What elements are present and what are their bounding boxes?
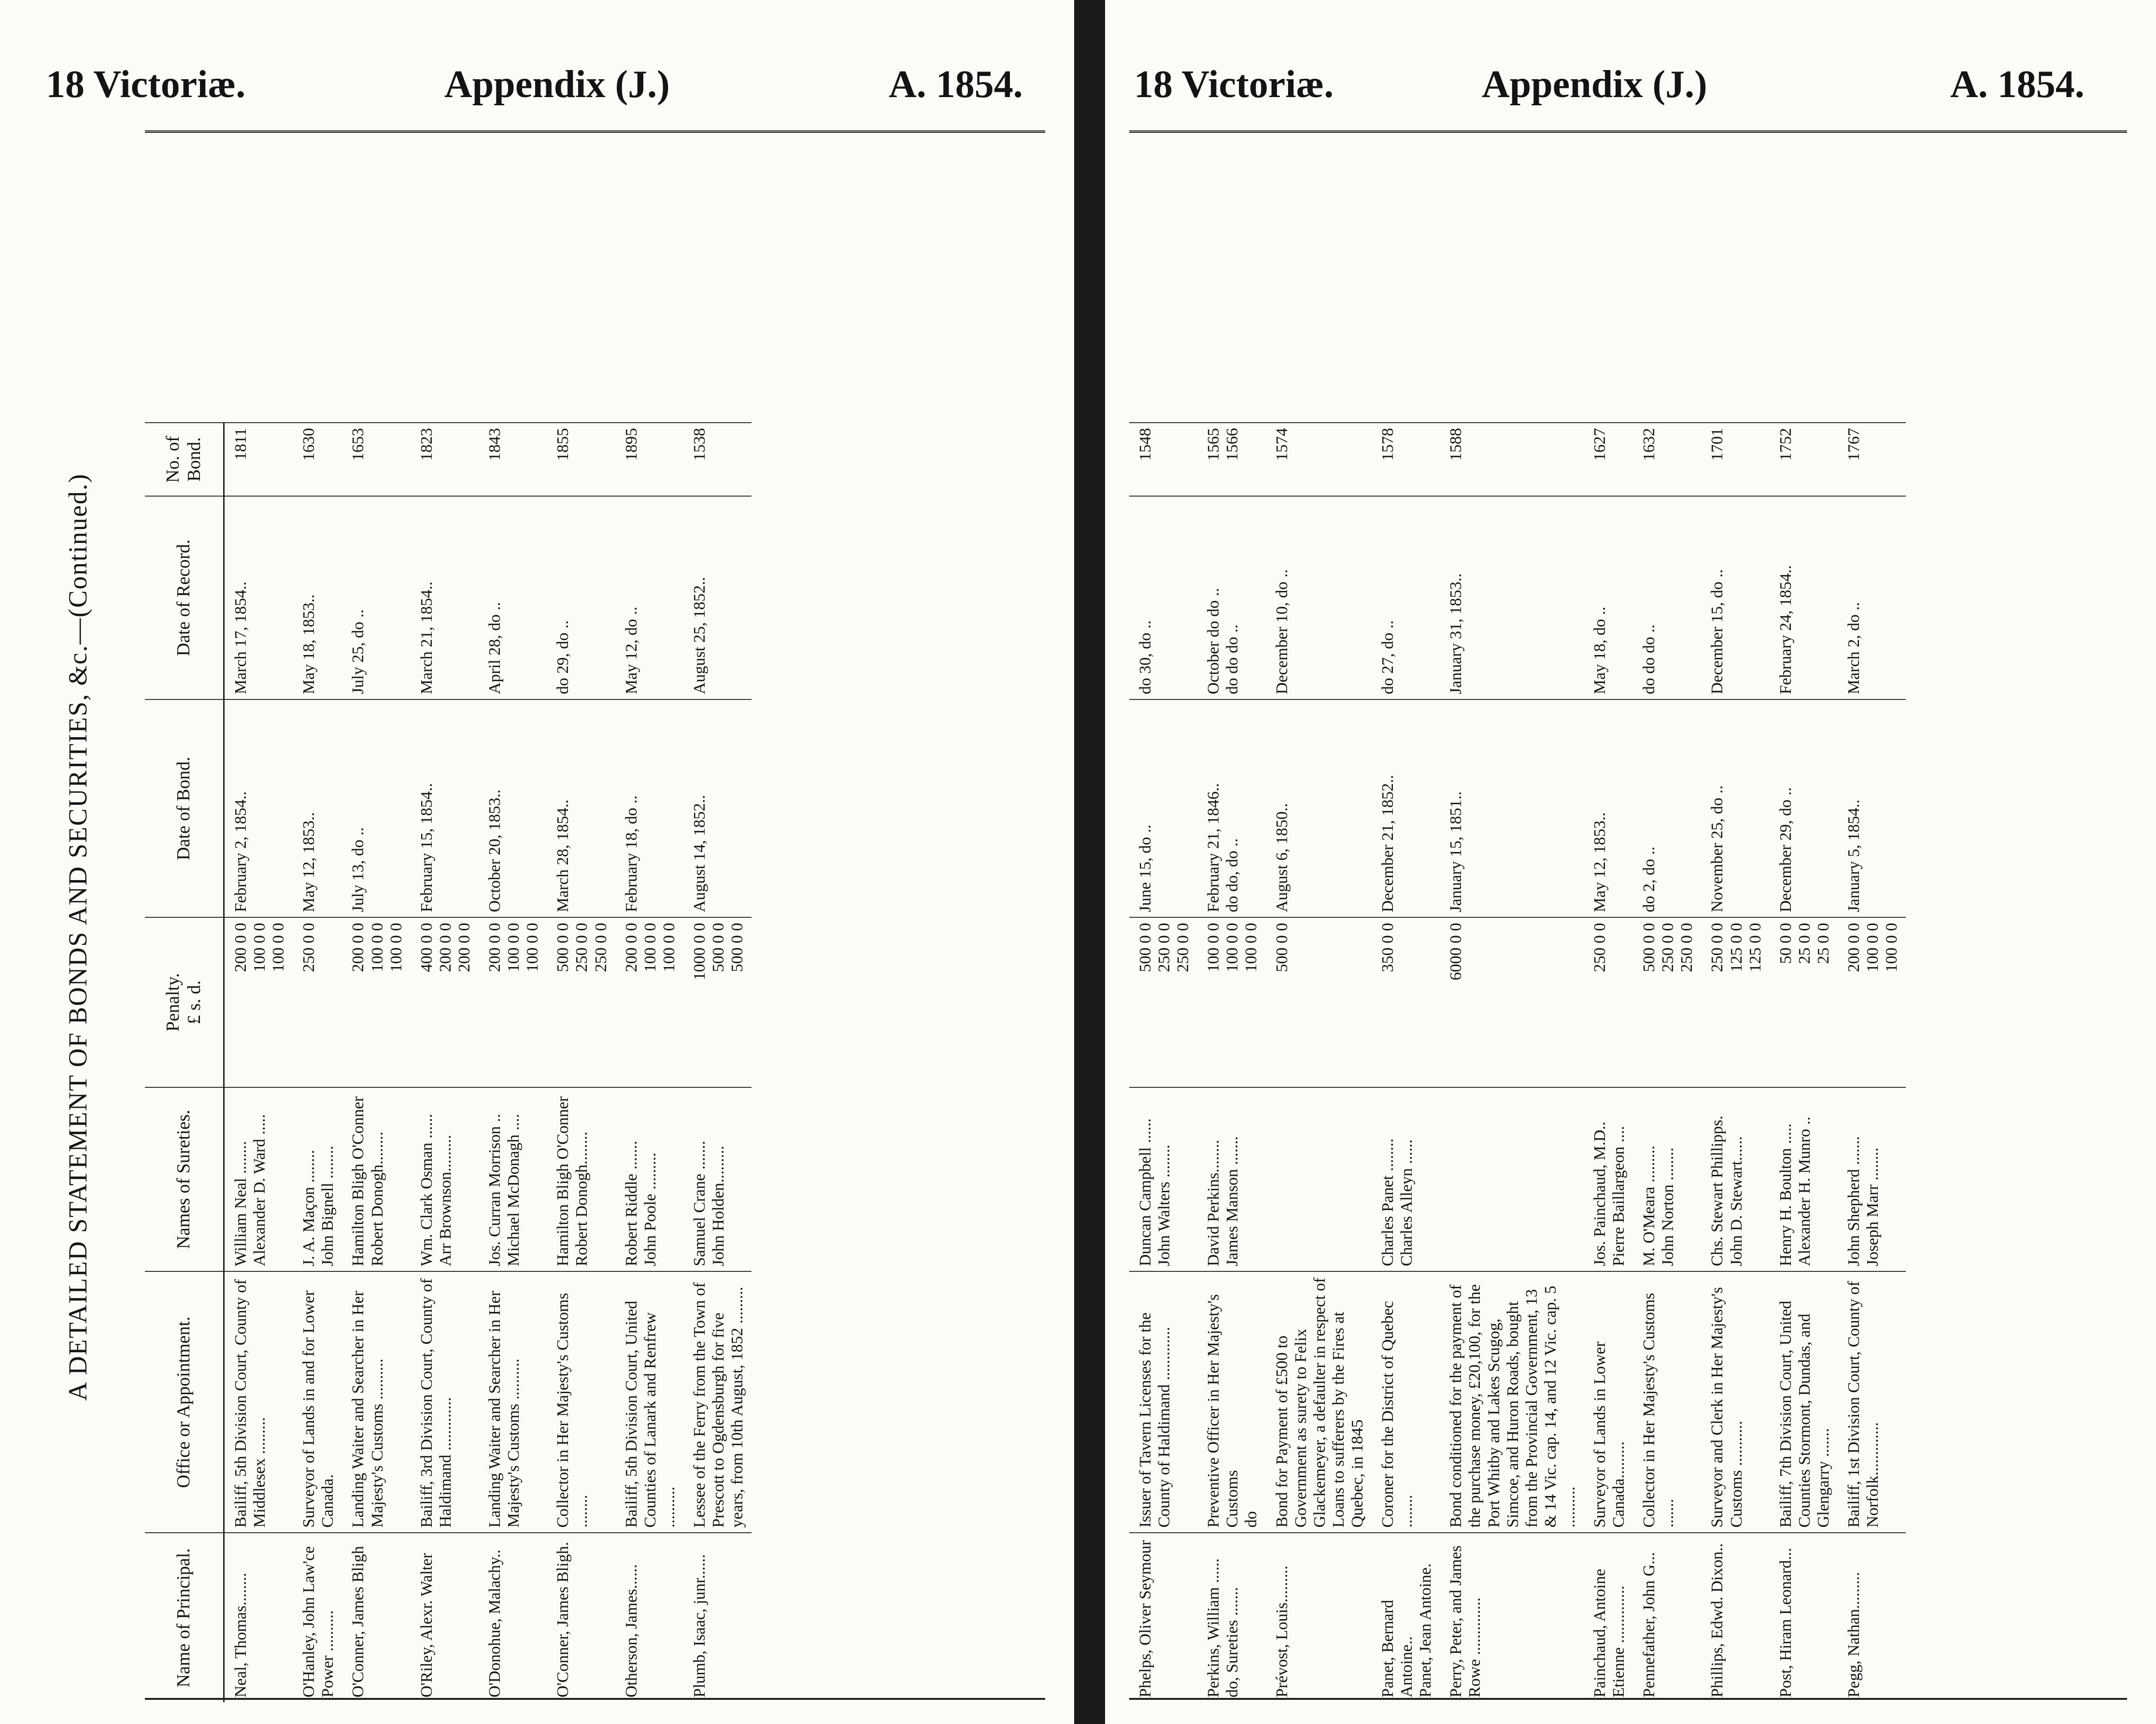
date-record-cell: do do do .. (1633, 496, 1701, 699)
table-row (224, 423, 293, 1702)
table-row (1266, 423, 1372, 1702)
principal-cell: Phelps, Oliver Seymour (1129, 1533, 1197, 1702)
bond-number-cell: 1895 (615, 423, 683, 496)
date-bond-cell: March 28, 1854.. (547, 699, 615, 917)
sureties-cell: Jos. Curran Morrison .. Michael McDonagh .... (479, 1087, 547, 1272)
penalty-cell: 250 0 0 (1584, 917, 1633, 1087)
date-record-cell: December 15, do .. (1701, 496, 1769, 699)
penalty-cell: 200 0 0 100 0 0 100 0 0 (479, 917, 547, 1087)
date-bond-cell: August 14, 1852.. (683, 699, 752, 917)
bond-number-cell: 1701 (1701, 423, 1769, 496)
header-year: A. 1854. (889, 63, 1023, 106)
date-bond-cell: January 15, 1851.. (1440, 699, 1584, 917)
table-row (1372, 423, 1440, 1702)
col-date-record-header: Date of Record. (145, 496, 224, 699)
date-record-cell: April 28, do .. (479, 496, 547, 699)
header-year: A. 1854. (1950, 63, 2085, 106)
date-record-cell: May 18, do .. (1584, 496, 1633, 699)
penalty-cell: 1000 0 0 500 0 0 500 0 0 (683, 917, 752, 1087)
table-row (1129, 423, 1197, 1702)
table-row (1770, 423, 1838, 1702)
date-bond-cell: June 15, do .. (1129, 699, 1197, 917)
left-table-body (224, 423, 752, 1702)
table-row (683, 423, 752, 1702)
header-appendix: Appendix (J.) (1482, 63, 1707, 106)
date-record-cell: March 2, do .. (1838, 496, 1906, 699)
bond-number-cell: 1548 (1129, 423, 1197, 496)
office-cell: Bailiff, 7th Division Court, United Counties Stormont, Dundas, and Glengarry ....... (1770, 1271, 1838, 1533)
left-bonds-table (145, 422, 752, 1702)
date-record-cell: do 27, do .. (1372, 496, 1440, 699)
office-cell: Bailiff, 1st Division Court, County of Norfolk............. (1838, 1271, 1906, 1533)
penalty-cell: 200 0 0 100 0 0 100 0 0 (1838, 917, 1906, 1087)
table-row (547, 423, 615, 1702)
office-cell: Collector in Her Majesty's Customs ........ (547, 1271, 615, 1533)
penalty-cell: 200 0 0 100 0 0 100 0 0 (615, 917, 683, 1087)
col-sureties-header: Names of Sureties. (145, 1087, 224, 1272)
date-record-cell: do 30, do .. (1129, 496, 1197, 699)
principal-cell: O'Riley, Alexr. Walter (411, 1533, 479, 1702)
bond-number-cell: 1653 (342, 423, 410, 496)
office-cell: Lessee of the Ferry from the Town of Prescott to Ogdensburgh for five years, from 10th August, 1852 ......... (683, 1271, 752, 1533)
sureties-cell: David Perkins........ James Manson ....... (1197, 1087, 1265, 1271)
penalty-cell: 500 0 0 250 0 0 250 0 0 (547, 917, 615, 1087)
table-row (1838, 423, 1906, 1702)
bond-number-cell: 1752 (1770, 423, 1838, 496)
date-bond-cell: do 2, do .. (1633, 699, 1701, 917)
header-session: 18 Victoriæ. (46, 63, 246, 106)
date-record-cell: October do do .. do do do .. (1197, 496, 1265, 699)
date-record-cell: July 25, do .. (342, 496, 410, 699)
right-bonds-table (1129, 422, 1906, 1702)
bond-number-cell: 1630 (293, 423, 342, 496)
bond-number-cell: 1565 1566 (1197, 423, 1265, 496)
table-row (1633, 423, 1701, 1702)
sureties-cell: Henry H. Boulton ..... Alexander H. Munro .. (1770, 1087, 1838, 1271)
sureties-cell: M. O'Meara ......... John Norton ........ (1633, 1087, 1701, 1271)
penalty-label: Penalty. (163, 973, 184, 1032)
principal-cell: O'Hanley, John Law'ce Power .......... (293, 1533, 342, 1702)
office-cell: Bond conditioned for the payment of the purchase money, £20,100, for the Port Whitby and Lakes Scugog, Simcoe, and Huron Roads, bought from the Provincial Government, 13 & 14 Vic. cap. 14, and 12 Vic. cap. 5 .......... (1440, 1271, 1584, 1533)
office-cell: Coroner for the District of Quebec ........ (1372, 1271, 1440, 1533)
bond-number-cell: 1588 (1440, 423, 1584, 496)
date-record-cell: March 17, 1854.. (224, 496, 293, 699)
penalty-units: £ s. d. (184, 980, 204, 1025)
right-page-header (1105, 63, 2156, 116)
sureties-cell: Hamilton Bligh O'Conner Robert Donogh........ (342, 1087, 410, 1272)
date-record-cell: March 21, 1854.. (411, 496, 479, 699)
principal-cell: O'Conner, James Bligh (342, 1533, 410, 1702)
col-penalty-header (145, 917, 224, 1087)
right-table-body (1129, 423, 1906, 1702)
date-record-cell: do 29, do .. (547, 496, 615, 699)
left-bonds-table-frame (145, 130, 1045, 1700)
sureties-cell: Charles Panet ........ Charles Alleyn ...... (1372, 1087, 1440, 1271)
col-principal-header: Name of Principal. (145, 1533, 224, 1702)
table-header-row (145, 423, 224, 1702)
bond-number-cell: 1632 (1633, 423, 1701, 496)
sureties-cell: Robert Riddle ....... John Poole ......... (615, 1087, 683, 1272)
date-record-cell: August 25, 1852.. (683, 496, 752, 699)
penalty-cell: 500 0 0 (1266, 917, 1372, 1087)
sureties-cell (1266, 1087, 1372, 1271)
table-row (615, 423, 683, 1702)
table-row (411, 423, 479, 1702)
office-cell: Surveyor of Lands in and for Lower Canada. (293, 1271, 342, 1533)
col-office-header: Office or Appointment. (145, 1271, 224, 1533)
penalty-cell: 100 0 0 100 0 0 100 0 0 (1197, 917, 1265, 1087)
date-bond-cell: February 21, 1846.. do do, do .. (1197, 699, 1265, 917)
principal-cell: Pegg, Nathan......... (1838, 1533, 1906, 1702)
principal-cell: O'Conner, James Bligh. (547, 1533, 615, 1702)
col-no-bond-header: No. of Bond. (145, 423, 224, 496)
office-cell: Bailiff, 5th Division Court, United Counties of Lanark and Renfrew .......... (615, 1271, 683, 1533)
sureties-cell: J. A. Maçon ........ John Bignell ........ (293, 1087, 342, 1272)
penalty-cell: 250 0 0 125 0 0 125 0 0 (1701, 917, 1769, 1087)
date-record-cell: May 12, do .. (615, 496, 683, 699)
bond-number-cell: 1538 (683, 423, 752, 496)
office-cell: Bond for Payment of £500 to Government as surety to Felix Glackemeyer, a defaulter in respect of Loans to sufferers by the Fires at Quebec, in 1845 (1266, 1271, 1372, 1533)
date-bond-cell: February 15, 1854.. (411, 699, 479, 917)
penalty-cell: 6000 0 0 (1440, 917, 1584, 1087)
principal-cell: Otherson, James...... (615, 1533, 683, 1702)
penalty-cell: 200 0 0 100 0 0 100 0 0 (342, 917, 410, 1087)
date-bond-cell: December 21, 1852.. (1372, 699, 1440, 917)
date-bond-cell: January 5, 1854.. (1838, 699, 1906, 917)
principal-cell: Prévost, Louis......... (1266, 1533, 1372, 1702)
table-row (1701, 423, 1769, 1702)
principal-cell: Perkins, William ...... do, Sureties ....... (1197, 1533, 1265, 1702)
sureties-cell: Jos. Painchaud, M.D.. Pierre Baillargeon .... (1584, 1087, 1633, 1271)
penalty-cell: 500 0 0 250 0 0 250 0 0 (1633, 917, 1701, 1087)
penalty-cell: 50 0 0 25 0 0 25 0 0 (1770, 917, 1838, 1087)
principal-cell: Perry, Peter, and James Rowe .............. (1440, 1533, 1584, 1702)
penalty-cell: 250 0 0 (293, 917, 342, 1087)
office-cell: Preventive Officer in Her Majesty's Customs do (1197, 1271, 1265, 1533)
date-bond-cell: October 20, 1853.. (479, 699, 547, 917)
office-cell: Collector in Her Majesty's Customs ....... (1633, 1271, 1701, 1533)
right-bonds-table-frame (1129, 130, 2127, 1700)
right-page (1105, 0, 2156, 1724)
office-cell: Bailiff, 3rd Division Court, County of Haldimand ............. (411, 1271, 479, 1533)
bond-number-cell: 1574 (1266, 423, 1372, 496)
date-bond-cell: February 2, 1854.. (224, 699, 293, 917)
office-cell: Surveyor of Lands in Lower Canada......... (1584, 1271, 1633, 1533)
penalty-cell: 350 0 0 (1372, 917, 1440, 1087)
bond-number-cell: 1843 (479, 423, 547, 496)
table-row (342, 423, 410, 1702)
bond-number-cell: 1855 (547, 423, 615, 496)
sureties-cell: Samuel Crane ....... John Holden......... (683, 1087, 752, 1272)
office-cell: Landing Waiter and Searcher in Her Majesty's Customs .......... (479, 1271, 547, 1533)
penalty-cell: 400 0 0 200 0 0 200 0 0 (411, 917, 479, 1087)
date-bond-cell: August 6, 1850.. (1266, 699, 1372, 917)
left-page-header (0, 63, 1074, 116)
book-gutter (1074, 0, 1105, 1724)
date-bond-cell: December 29, do .. (1770, 699, 1838, 917)
sureties-cell: John Shepherd ....... Joseph Marr ........ (1838, 1087, 1906, 1271)
bond-number-cell: 1823 (411, 423, 479, 496)
bond-number-cell: 1811 (224, 423, 293, 496)
left-page (0, 0, 1074, 1724)
date-bond-cell: November 25, do .. (1701, 699, 1769, 917)
bond-number-cell: 1578 (1372, 423, 1440, 496)
date-record-cell: January 31, 1853.. (1440, 496, 1584, 699)
bond-number-cell: 1627 (1584, 423, 1633, 496)
principal-cell: Post, Hiram Leonard... (1770, 1533, 1838, 1702)
table-row (293, 423, 342, 1702)
sureties-cell: Duncan Campbell ...... John Walters ........ (1129, 1087, 1197, 1271)
sureties-cell: Wm. Clark Osman ...... Arr Brownson......... (411, 1087, 479, 1272)
principal-cell: Panet, Bernard Antoine.. Panet, Jean Antoine. (1372, 1533, 1440, 1702)
date-bond-cell: July 13, do .. (342, 699, 410, 917)
col-date-bond-header: Date of Bond. (145, 699, 224, 917)
sureties-cell: Chs. Stewart Phillipps. John D. Stewart...... (1701, 1087, 1769, 1271)
sureties-cell (1440, 1087, 1584, 1271)
principal-cell: Pennefather, John G... (1633, 1533, 1701, 1702)
right-rotated-table (1129, 422, 2047, 1702)
sureties-cell: William Neal ........ Alexander D. Ward ..... (224, 1087, 293, 1272)
table-row (479, 423, 547, 1702)
header-appendix: Appendix (J.) (444, 63, 670, 106)
date-bond-cell: May 12, 1853.. (1584, 699, 1633, 917)
sureties-cell: Hamilton Bligh O'Conner Robert Donogh........ (547, 1087, 615, 1272)
table-row (1440, 423, 1584, 1702)
principal-cell: Painchaud, Antoine Etienne .............. (1584, 1533, 1633, 1702)
office-cell: Issuer of Tavern Licenses for the County of Haldimand ............. (1129, 1271, 1197, 1533)
principal-cell: Phillips, Edwd. Dixon.. (1701, 1533, 1769, 1702)
principal-cell: Plumb, Isaac, junr...... (683, 1533, 752, 1702)
principal-cell: Neal, Thomas........ (224, 1533, 293, 1702)
office-cell: Surveyor and Clerk in Her Majesty's Customs ........... (1701, 1271, 1769, 1533)
office-cell: Bailiff, 5th Division Court, County of Middlesex ......... (224, 1271, 293, 1533)
date-record-cell: February 24, 1854.. (1770, 496, 1838, 699)
statement-title: A DETAILED STATEMENT OF BONDS AND SECURITIES, &c.—(Continued.) (63, 473, 92, 1401)
bond-number-cell: 1767 (1838, 423, 1906, 496)
left-rotated-table (145, 422, 1063, 1702)
penalty-cell: 500 0 0 250 0 0 250 0 0 (1129, 917, 1197, 1087)
date-record-cell: May 18, 1853.. (293, 496, 342, 699)
office-cell: Landing Waiter and Searcher in Her Majesty's Customs .......... (342, 1271, 410, 1533)
date-bond-cell: February 18, do .. (615, 699, 683, 917)
penalty-cell: 200 0 0 100 0 0 100 0 0 (224, 917, 293, 1087)
date-bond-cell: May 12, 1853.. (293, 699, 342, 917)
table-row (1584, 423, 1633, 1702)
table-row (1197, 423, 1265, 1702)
header-session: 18 Victoriæ. (1134, 63, 1334, 106)
principal-cell: O'Donohue, Malachy.. (479, 1533, 547, 1702)
date-record-cell: December 10, do .. (1266, 496, 1372, 699)
